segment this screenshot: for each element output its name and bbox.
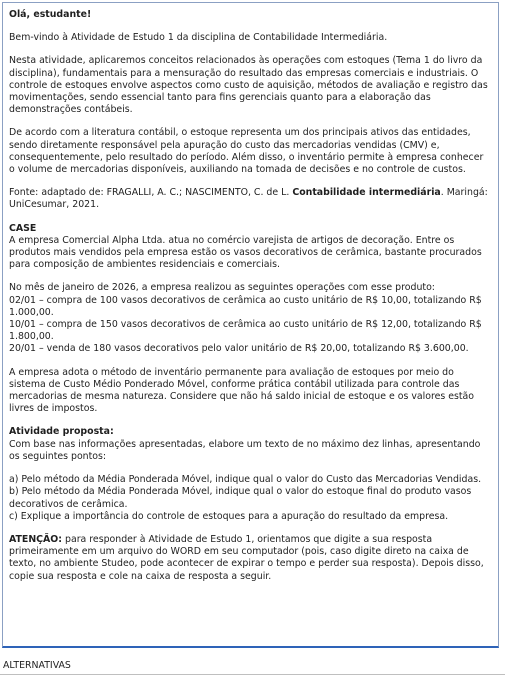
attention-text: para responder à Atividade de Estudo 1, orientamos que digite a sua resposta primeiramente em um arquivo do WORD em seu computador (pois, caso digite direto na caixa de texto, no ambiente Studeo, pode acontecer de expirar o tempo e perder sua resposta). Depois disso, copie sua resposta e cole na caixa de resposta a seguir.	[9, 533, 484, 582]
case-description: A empresa Comercial Alpha Ltda. atua no comércio varejista de artigos de decoração. Entre os produtos mais vendidos pela empresa estão os vasos decorativos de cerâmica, bastante procurados para composição de ambientes residenciais e comerciais.	[9, 234, 482, 271]
source-suffix: . Maringá: UniCesumar, 2021.	[9, 187, 488, 211]
operation-item: 20/01 – venda de 180 vasos decorativos pelo valor unitário de R$ 20,00, totalizando R$ 3.600,00.	[9, 343, 469, 355]
alternatives-label: ALTERNATIVAS	[3, 660, 71, 671]
attention-note	[9, 534, 492, 583]
welcome-text: Bem-vindo à Atividade de Estudo 1 da disciplina de Contabilidade Intermediária.	[9, 32, 388, 44]
method-text: A empresa adota o método de inventário permanente para avaliação de estoques por meio do sistema de Custo Médio Ponderado Móvel, conforme prática contábil utilizada para controle das mercadorias de mesma natureza. Considere que não há saldo inicial de estoque e os valores estão livres de impostos.	[9, 366, 475, 415]
question-card	[2, 2, 499, 648]
activity-item: b) Pelo método da Média Ponderada Móvel, indique qual o valor do estoque final do produto vasos decorativos de cerâmica.	[9, 486, 472, 510]
activity-item: a) Pelo método da Média Ponderada Móvel, indique qual o valor do Custo das Mercadorias Vendidas.	[9, 474, 482, 486]
source-citation	[9, 187, 492, 211]
literature-text: De acordo com a literatura contábil, o estoque representa um dos principais ativos das entidades, sendo diretamente responsável pela apuração do custo das mercadorias vendidas (CMV) e, consequentemente, pelo resultado do período. Além disso, o inventário permite à empresa conhecer o volume de mercadorias disponíveis, auxiliando na tomada de decisões e no controle de custos.	[9, 127, 484, 176]
activity-instruction: Com base nas informações apresentadas, elabore um texto de no máximo dez linhas, apresentando os seguintes pontos:	[9, 438, 481, 462]
activity-title: Atividade proposta:	[9, 426, 114, 438]
operations-intro: No mês de janeiro de 2026, a empresa realizou as seguintes operações com esse produto:	[9, 282, 435, 294]
source-title: Contabilidade intermediária	[292, 187, 441, 199]
intro-text: Nesta atividade, aplicaremos conceitos relacionados às operações com estoques (Tema 1 do livro da disciplina), fundamentais para a mensuração do resultado das empresas comerciais e industriais. O controle de estoques envolve aspectos como custo de aquisição, métodos de avaliação e registro das movimentações, sendo essencial tanto para fins gerenciais quanto para a elaboração das demonstrações contábeis.	[9, 55, 488, 116]
activity-item: c) Explique a importância do controle de estoques para a apuração do resultado da empresa.	[9, 510, 449, 522]
operation-item: 02/01 – compra de 100 vasos decorativos de cerâmica ao custo unitário de R$ 10,00, totalizando R$ 1.000,00.	[9, 294, 482, 318]
operation-item: 10/01 – compra de 150 vasos decorativos de cerâmica ao custo unitário de R$ 12,00, totalizando R$ 1.800,00.	[9, 319, 482, 343]
greeting: Olá, estudante!	[9, 9, 92, 20]
divider	[0, 674, 505, 675]
attention-label: ATENÇÃO:	[9, 533, 63, 545]
case-title: CASE	[9, 222, 37, 234]
source-prefix: Fonte: adaptado de: FRAGALLI, A. C.; NASCIMENTO, C. de L.	[9, 187, 293, 199]
